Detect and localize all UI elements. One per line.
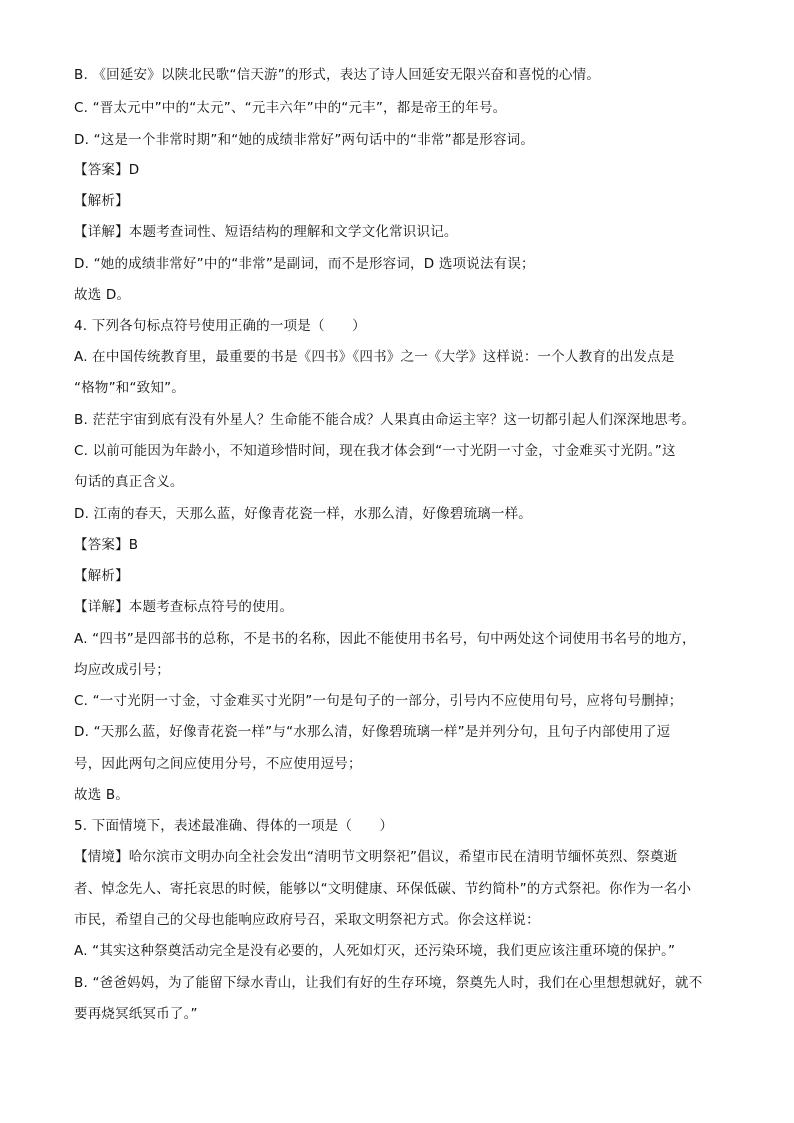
option-b-q3: B. 《回延安》以陕北民歌“信天游”的形式，表达了诗人回延安无限兴奋和喜悦的心情。 bbox=[74, 67, 601, 83]
answer-q4: 【答案】B bbox=[74, 537, 139, 553]
option-c-q3: C. “晋太元中”中的“太元”、“元丰六年”中的“元丰”，都是帝王的年号。 bbox=[74, 100, 507, 116]
option-b-q4: B. 茫茫宇宙到底有没有外星人？生命能不能合成？人果真由命运主宰？这一切都引起人们深深地思考。 bbox=[74, 412, 696, 428]
answer-q3: 【答案】D bbox=[74, 162, 140, 178]
option-a-q4-cont: “格物”和“致知”。 bbox=[74, 380, 185, 396]
option-d-q3: D. “这是一个非常时期”和“她的成绩非常好”两句话中的“非常”都是形容词。 bbox=[74, 132, 535, 148]
option-b-q5: B. “爸爸妈妈，为了能留下绿水青山，让我们有好的生存环境，祭奠先人时，我们在心里想想就好，就不 bbox=[74, 975, 703, 991]
detail-q4: 【详解】本题考查标点符号的使用。 bbox=[74, 599, 294, 615]
detail-q4-d-cont: 号，因此两句之间应使用分号，不应使用逗号； bbox=[74, 756, 362, 772]
detail-q4-d: D. “天那么蓝，好像青花瓷一样”与“水那么清，好像碧琉璃一样”是并列分句，且句子内部使用了逗 bbox=[74, 724, 671, 740]
detail-q4-c: C. “一寸光阴一寸金，寸金难买寸光阴”一句是句子的一部分，引号内不应使用句号，应将句号删掉； bbox=[74, 693, 683, 709]
scenario-q5-cont2: 市民，希望自己的父母也能响应政府号召，采取文明祭祀方式。你会这样说： bbox=[74, 912, 540, 928]
detail-q4-a-cont: 均应改成引号； bbox=[74, 662, 170, 678]
option-a-q5: A. “其实这种祭奠活动完全是没有必要的，人死如灯灭，还污染环境，我们更应该注重环境的保护。” bbox=[74, 943, 676, 959]
option-c-q4-cont: 句话的真正含义。 bbox=[74, 474, 184, 490]
analysis-label-q3: 【解析】 bbox=[74, 193, 129, 209]
question-4: 4. 下列各句标点符号使用正确的一项是（ ） bbox=[74, 318, 366, 334]
option-c-q4: C. 以前可能因为年龄小，不知道珍惜时间，现在我才体会到“一寸光阴一寸金，寸金难买寸光阴。”这 bbox=[74, 443, 676, 459]
choice-q4: 故选 B。 bbox=[74, 787, 130, 803]
option-d-q4: D. 江南的春天，天那么蓝，好像青花瓷一样，水那么清，好像碧琉璃一样。 bbox=[74, 506, 532, 522]
scenario-q5: 【情境】哈尔滨市文明办向全社会发出“清明节文明祭祀”倡议，希望市民在清明节缅怀英烈、祭奠逝 bbox=[74, 849, 678, 865]
analysis-label-q4: 【解析】 bbox=[74, 568, 129, 584]
option-a-q4: A. 在中国传统教育里，最重要的书是《四书》《四书》之一《大学》这样说：一个人教育的出发点是 bbox=[74, 349, 675, 365]
question-5: 5. 下面情境下，表述最准确、得体的一项是（ ） bbox=[74, 818, 394, 834]
choice-q3: 故选 D。 bbox=[74, 287, 131, 303]
scenario-q5-cont1: 者、悼念先人、寄托哀思的时候，能够以“文明健康、环保低碳、节约简朴”的方式祭祀。你作为一名小 bbox=[74, 881, 692, 897]
detail-q3-d: D. “她的成绩非常好”中的“非常”是副词，而不是形容词，D 选项说法有误； bbox=[74, 256, 535, 272]
option-b-q5-cont: 要再烧冥纸冥币了。” bbox=[74, 1006, 198, 1022]
detail-q4-a: A. “四书”是四部书的总称，不是书的名称，因此不能使用书名号，句中两处这个词使用书名号的地方， bbox=[74, 631, 696, 647]
detail-q3: 【详解】本题考查词性、短语结构的理解和文学文化常识识记。 bbox=[74, 224, 458, 240]
